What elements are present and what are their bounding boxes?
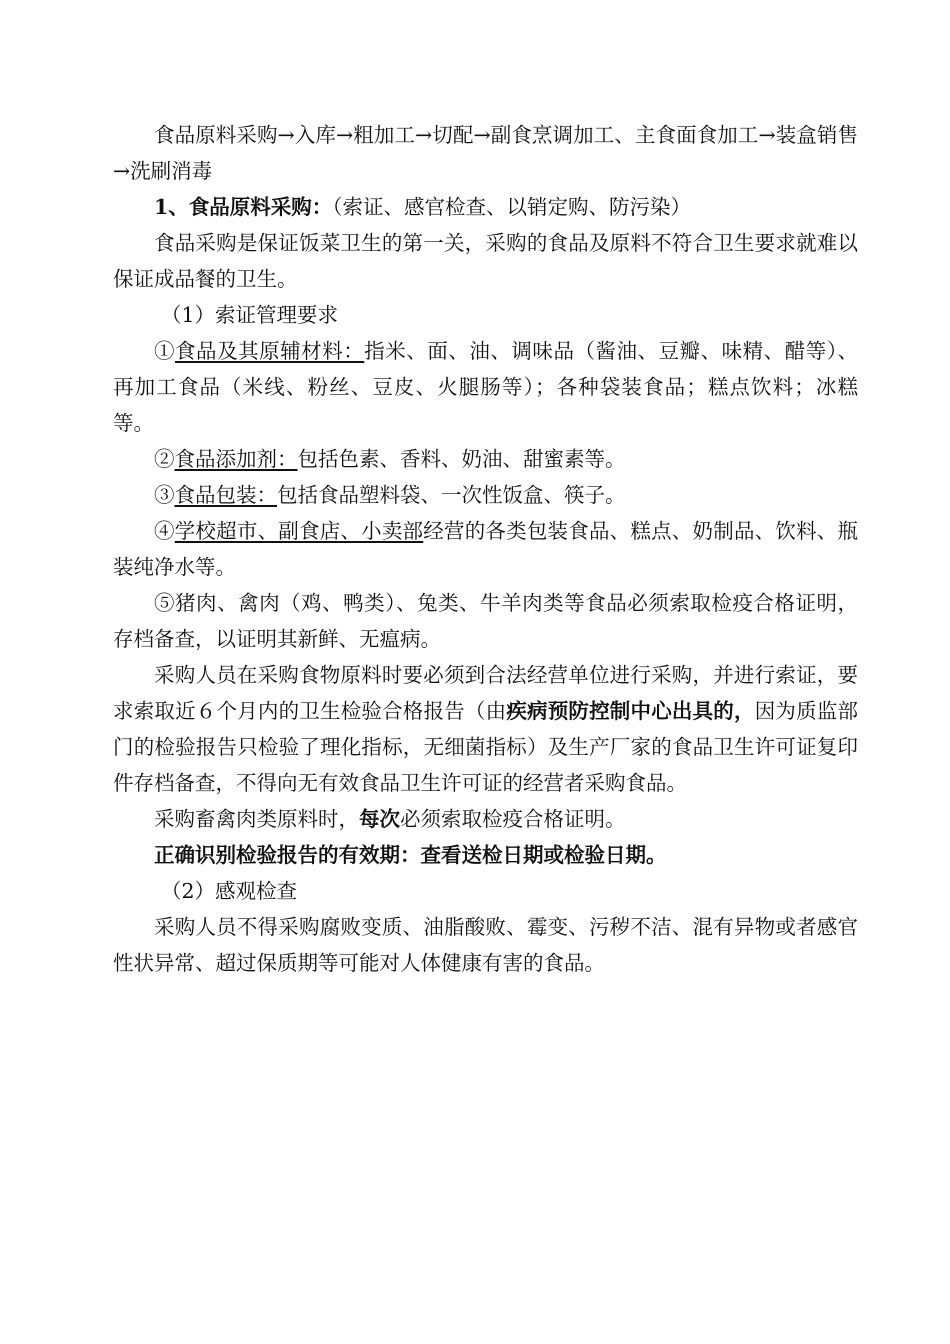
list-text-4: 经营的各类包装食品、糕点、奶制品、饮料、瓶装纯净水等。 bbox=[113, 519, 859, 579]
list-item-2 bbox=[113, 441, 858, 477]
list-label-3: 食品包装： bbox=[174, 483, 277, 507]
list-item-3 bbox=[113, 477, 858, 513]
list-marker-1: ① bbox=[154, 339, 176, 363]
document-body bbox=[113, 117, 858, 981]
list-item-5: ⑤猪肉、禽肉（鸡、鸭类）、兔类、牛羊肉类等食品必须索取检疫合格证明，存档备查，以证明其新鲜、无瘟病。 bbox=[113, 591, 858, 651]
buyer-text-2: 因为质监部门的检验报告只检验了理化指标，无细菌指标）及生产厂家的食品卫生许可证复印件存档备查，不得向无有效食品卫生许可证的经营者采购食品。 bbox=[113, 699, 859, 795]
section-1-heading bbox=[113, 189, 858, 225]
list-text-3: 包括食品塑料袋、一次性饭盒、筷子。 bbox=[277, 483, 626, 507]
list-item-1 bbox=[113, 333, 858, 441]
subheading-sensory-inspection: （2）感观检查 bbox=[161, 879, 298, 903]
buyer-paragraph bbox=[113, 657, 858, 801]
process-flow: 食品原料采购→入库→粗加工→切配→副食烹调加工、主食面食加工→装盒销售→洗刷消毒 bbox=[113, 123, 858, 183]
meat-emphasis: 每次 bbox=[359, 807, 400, 831]
list-text-1: 指米、面、油、调味品（酱油、豆瓣、味精、醋等）、再加工食品（米线、粉丝、豆皮、火腿肠等）；各种袋装食品；糕点饮料；冰糕等。 bbox=[113, 339, 859, 435]
sensory-paragraph: 采购人员不得采购腐败变质、油脂酸败、霉变、污秽不洁、混有异物或者感官性状异常、超过保质期等可能对人体健康有害的食品。 bbox=[113, 915, 858, 975]
section-1-number: 1、 bbox=[154, 195, 189, 219]
section-1-note: （索证、感官检查、以销定购、防污染） bbox=[332, 195, 692, 219]
meat-text-1: 采购畜禽肉类原料时， bbox=[154, 807, 359, 831]
list-marker-2: ② bbox=[154, 447, 175, 471]
list-label-4: 学校超市、副食店、小卖部 bbox=[174, 519, 424, 543]
list-text-2: 包括色素、香料、奶油、甜蜜素等。 bbox=[297, 447, 626, 471]
intro-paragraph: 食品采购是保证饭菜卫生的第一关，采购的食品及原料不符合卫生要求就难以保证成品餐的卫生。 bbox=[113, 231, 858, 291]
report-validity-note: 正确识别检验报告的有效期：查看送检日期或检验日期。 bbox=[154, 843, 667, 867]
list-label-1: 食品及其原辅材料： bbox=[175, 339, 365, 363]
buyer-emphasis: 疾病预防控制中心出具的， bbox=[506, 699, 755, 723]
buyer-text-1: 采购人员在采购食物原料时要必须到合法经营单位进行采购，并进行索证，要求索取近６个月内的卫生检验合格报告（由 bbox=[113, 663, 858, 723]
subheading-certificate-management: （1）索证管理要求 bbox=[161, 303, 339, 327]
meat-text-2: 必须索取检疫合格证明。 bbox=[400, 807, 626, 831]
list-marker-4: ④ bbox=[154, 519, 175, 543]
meat-paragraph bbox=[113, 801, 858, 837]
list-item-4 bbox=[113, 513, 858, 585]
list-marker-3: ③ bbox=[154, 483, 175, 507]
list-label-2: 食品添加剂： bbox=[174, 447, 298, 471]
section-1-title: 食品原料采购： bbox=[188, 195, 333, 219]
